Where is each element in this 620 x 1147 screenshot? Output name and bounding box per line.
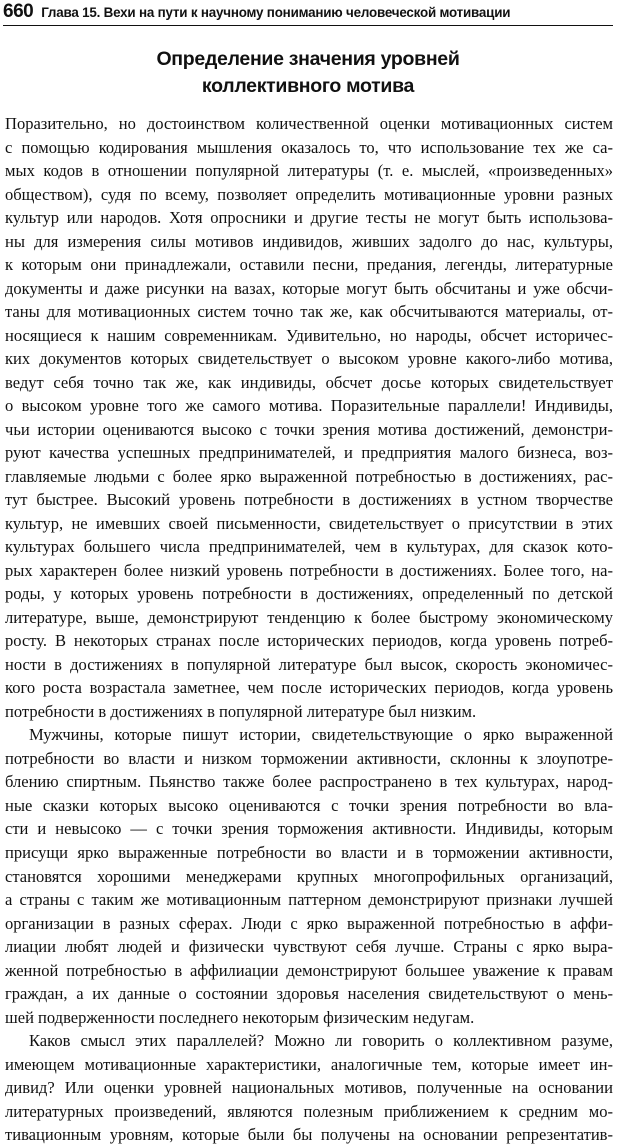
text-line: имеющем мотивационные характеристики, аналогичные тем, которые имеет ин- [5,1054,613,1074]
text-line: Мужчины, которые пишут истории, свидетельствующие о ярко выраженной [29,725,613,745]
paragraph [5,112,613,723]
text-line: с помощью кодирования мышления оказалось то, что использование тех же са- [5,137,613,157]
chapter-title: Глава 15. Вехи на пути к научному пониманию человеческой мотивации [41,5,511,20]
text-line: документы и даже рисунки на вазах, которые могут быть обсчитаны и уже обсчи- [5,278,613,298]
text-line: а страны с таким же мотивационным паттерном демонстрируют признаки лучшей [5,890,613,910]
body-text [3,112,613,1147]
text-line: присущи ярко выраженные потребности во власти и в торможении активности, [5,842,613,862]
paragraph [5,723,613,1029]
text-line: ких документов которых свидетельствует о высоком уровне какого-либо мотива, [5,349,613,369]
text-line: к которым они принадлежали, оставили песни, предания, легенды, литературные [5,255,613,275]
text-line: потребности в достижениях в популярной литературе был низким. [5,701,477,721]
running-head [3,1,613,26]
text-line: тивационным уровням, которые были бы получены на основании репрезентатив- [5,1125,613,1145]
text-line: культур, не имевших своей письменности, свидетельствует о присутствии в этих [5,513,613,533]
text-line: таны для мотивационных систем точно так же, как обсчитываются материалы, от- [5,302,613,322]
text-line: главляемые людьми с более ярко выраженной потребностью в достижениях, рас- [5,466,613,486]
text-line: ны для измерения силы мотивов индивидов, живших задолго до нас, культуры, [5,231,613,251]
text-line: дивид? Или оценки уровней национальных мотивов, полученные на основании [5,1078,613,1098]
section-heading-line: Определение значения уровней [156,48,460,70]
text-line: о высоком уровне того же самого мотива. Поразительные параллели! Индивиды, [5,396,613,416]
text-line: лиации любят людей и физически чувствуют себя лучше. Страны с ярко выра- [5,937,613,957]
text-line: потребности во власти и низком торможении активности, склонны к злоупотре- [5,748,613,768]
text-line: мых кодов в отношении популярной литературы (т. е. мыслей, «произведенных» [5,161,613,181]
text-line: литературных произведений, являются полезным приближением к средним мо- [5,1101,613,1121]
text-line: блению спиртным. Пьянство также более распространено в тех культурах, народ- [5,772,613,792]
text-line: обществом), судя по всему, позволяет определить мотивационные уровни разных [5,184,613,204]
text-line: рых характерен более низкий уровень потребности в достижениях. Более того, на- [5,560,613,580]
text-line: организации в разных сферах. Люди с ярко выраженной потребностью в аффи- [5,913,613,933]
paragraph [5,1029,613,1147]
text-line: Поразительно, но достоинством количественной оценки мотивационных систем [5,114,613,133]
text-line: ности в достижениях в популярной литературе был высок, скорость экономичес- [5,654,613,674]
text-line: кого роста возрастала заметнее, чем после исторических периодов, когда уровень [5,678,613,698]
text-line: чьи истории оцениваются высоко с точки зрения мотива достижений, демонстри- [5,419,613,439]
text-line: ные сказки которых высоко оцениваются с точки зрения потребности во вла- [5,795,613,815]
text-line: росту. В некоторых странах после исторических периодов, когда уровень потреб- [5,631,613,651]
text-line: граждан, а их данные о состоянии здоровья населения свидетельствуют о мень- [5,984,613,1004]
text-line: культурах большего числа предпринимателей, чем в культурах, для сказок кото- [5,537,613,557]
text-line: Каков смысл этих параллелей? Можно ли говорить о коллективном разуме, [29,1031,613,1051]
text-line: шей подверженности последнего некоторым физическим недугам. [5,1007,475,1027]
text-line: культур или народов. Хотя опросники и другие тесты не могут быть использова- [5,208,613,228]
text-line: тут быстрее. Высокий уровень потребности в достижениях в устном творчестве [5,490,613,510]
text-line: носящиеся к нашим современникам. Удивительно, но народы, обсчет историчес- [5,325,613,345]
text-line: женной потребностью в аффилиации демонстрируют большее уважение к правам [5,960,613,980]
section-heading-line: коллективного мотива [201,75,415,97]
text-line: становятся хорошими менеджерами крупных многопрофильных организаций, [5,866,613,886]
text-line: ведут себя точно так же, как индивиды, обсчет досье которых свидетельствует [5,372,613,392]
text-line: сти и невысоко — с точки зрения торможения активности. Индивиды, которым [5,819,613,839]
text-line: руют качества успешных предпринимателей, и предприятия малого бизнеса, воз- [5,443,613,463]
section-heading [3,46,613,100]
page-number: 660 [3,1,34,22]
text-line: литературе, выше, демонстрируют тенденцию к более быстрому экономическому [5,607,613,627]
text-line: роды, у которых уровень потребности в достижениях, определенный по детской [5,584,613,604]
